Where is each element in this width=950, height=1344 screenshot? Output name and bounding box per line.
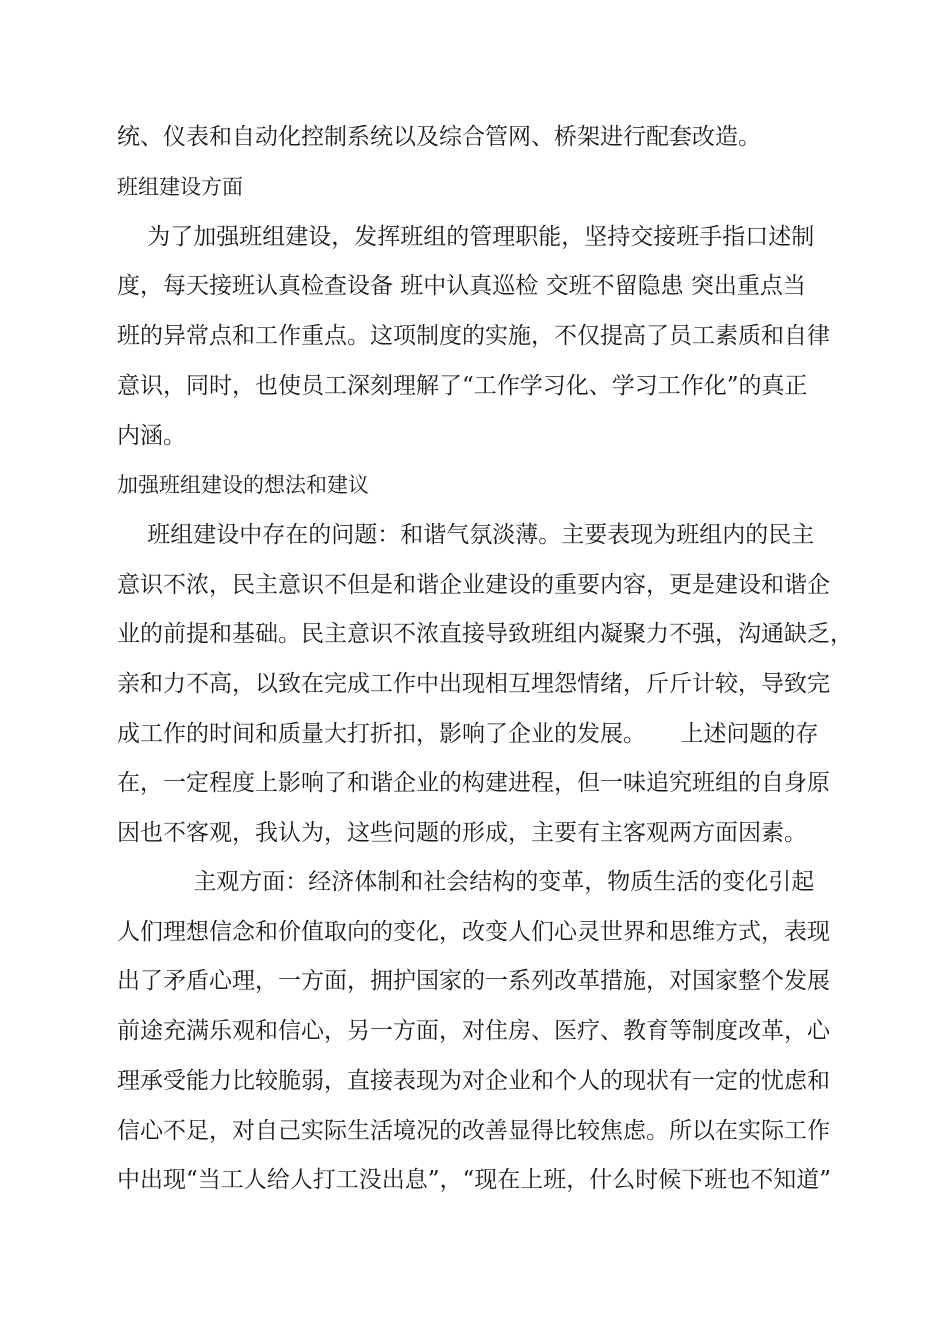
text-line: 度，每天接班认真检查设备 班中认真巡检 交班不留隐患 突出重点当 bbox=[117, 273, 806, 299]
text-line: 为了加强班组建设，发挥班组的管理职能，坚持交接班手指口述制 bbox=[117, 224, 815, 250]
text-line: 出了矛盾心理，一方面，拥护国家的一系列改革措施，对国家整个发展 bbox=[117, 968, 830, 994]
text-line: 统、仪表和自动化控制系统以及综合管网、桥架进行配套改造。 bbox=[117, 124, 761, 150]
text-line: 亲和力不高，以致在完成工作中出现相互埋怨情绪，斤斤计较，导致完 bbox=[117, 671, 830, 697]
text-line: 业的前提和基础。民主意识不浓直接导致班组内凝聚力不强，沟通缺乏， bbox=[117, 621, 853, 647]
text-line: 人们理想信念和价值取向的变化，改变人们心灵世界和思维方式，表现 bbox=[117, 919, 830, 945]
text-line: 在，一定程度上影响了和谐企业的构建进程，但一味追究班组的自身原 bbox=[117, 770, 830, 796]
text-line: 意识，同时，也使员工深刻理解了“工作学习化、学习工作化”的真正 bbox=[117, 373, 808, 399]
text-line: 信心不足，对自己实际生活境况的改善显得比较焦虑。所以在实际工作 bbox=[117, 1118, 830, 1144]
text-line: 因也不客观，我认为，这些问题的形成，主要有主客观两方面因素。 bbox=[117, 820, 807, 846]
text-line: 成工作的时间和质量大打折扣，影响了企业的发展。 上述问题的存 bbox=[117, 721, 819, 747]
text-line: 理承受能力比较脆弱，直接表现为对企业和个人的现状有一定的忧虑和 bbox=[117, 1068, 830, 1094]
section-heading: 加强班组建设的想法和建议 bbox=[117, 473, 369, 497]
text-line: 中出现“当工人给人打工没出息”，“现在上班，什么时候下班也不知道” bbox=[117, 1167, 832, 1193]
text-line: 内涵。 bbox=[117, 423, 186, 449]
section-heading: 班组建设方面 bbox=[117, 175, 243, 199]
text-line: 前途充满乐观和信心，另一方面，对住房、医疗、教育等制度改革，心 bbox=[117, 1018, 830, 1044]
text-line: 主观方面：经济体制和社会结构的变革，物质生活的变化引起 bbox=[117, 869, 815, 895]
text-line: 班组建设中存在的问题：和谐气氛淡薄。主要表现为班组内的民主 bbox=[117, 522, 815, 548]
text-line: 意识不浓，民主意识不但是和谐企业建设的重要内容，更是建设和谐企 bbox=[117, 572, 830, 598]
text-line: 班的异常点和工作重点。这项制度的实施，不仅提高了员工素质和自律 bbox=[117, 323, 830, 349]
